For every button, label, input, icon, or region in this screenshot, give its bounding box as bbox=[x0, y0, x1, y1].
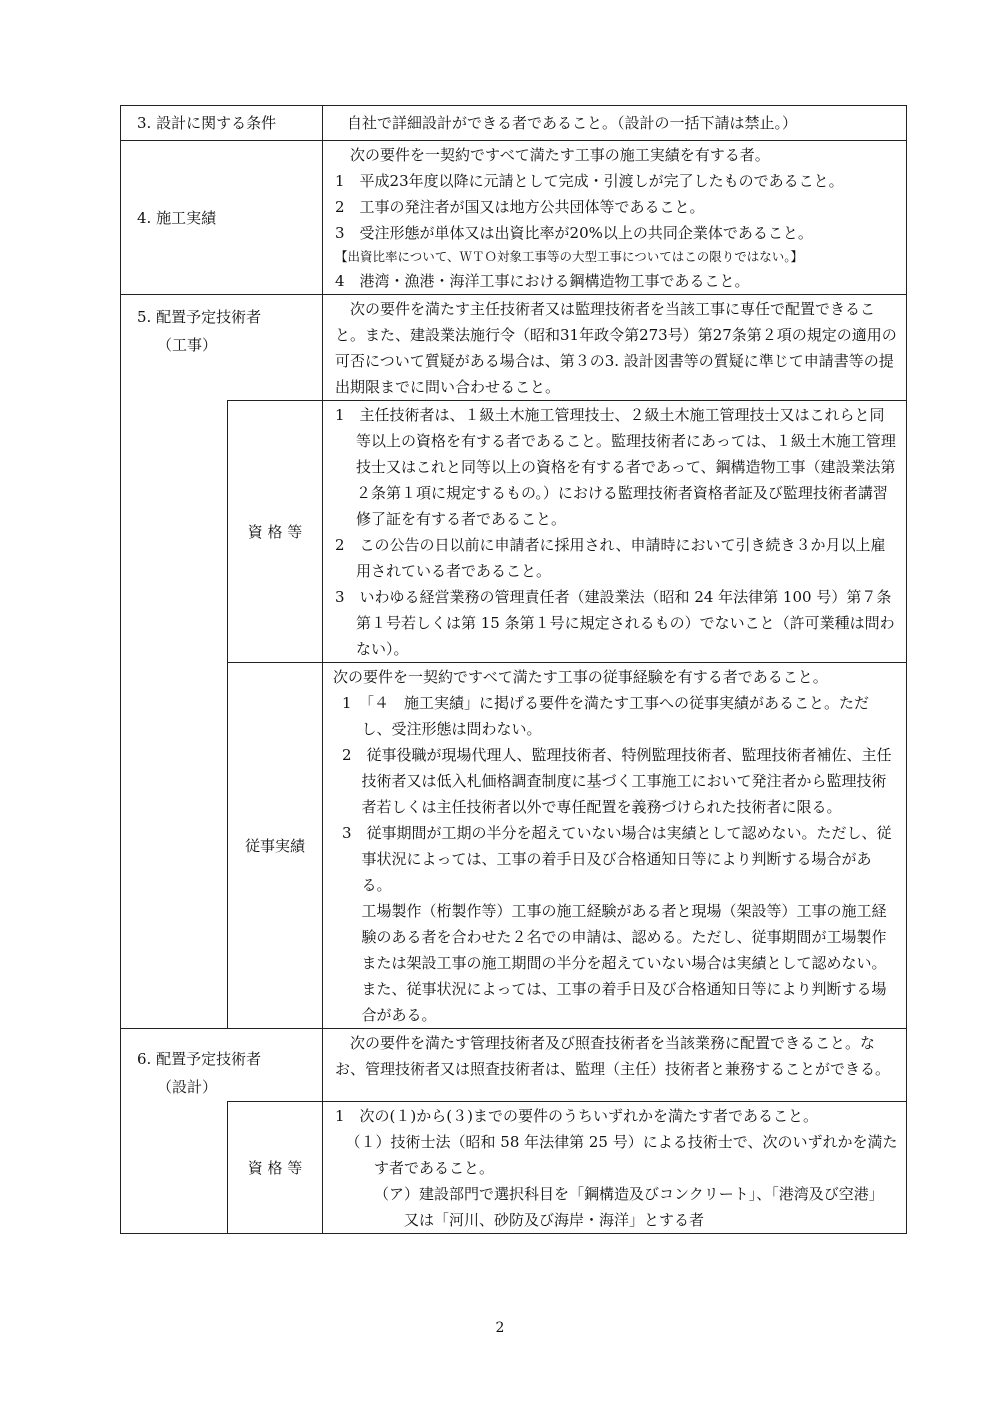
construction-record-note: 【出資比率について、ＷＴＯ対象工事等の大型工事についてはこの限りではない。】 bbox=[335, 249, 804, 264]
engineer-construction-label bbox=[121, 295, 322, 359]
engineer-design-qualifications-content bbox=[323, 1102, 906, 1233]
construction-record-label: 4. 施工実績 bbox=[137, 208, 217, 227]
engineer-construction-experience-item-2: 2 従事役職が現場代理人、監理技術者、特例監理技術者、監理技術者補佐、主任技術者又は低入札価格調査制度に基づく工事施工において発注者から監理技術者若しくは主任技術者以外で専任配置を義務づけられた技術者に限る。 bbox=[342, 746, 892, 816]
engineer-construction-intro-cell bbox=[323, 295, 907, 401]
engineer-construction-qualifications-label: 資 格 等 bbox=[247, 522, 303, 541]
engineer-design-qualification-1: 1 次の(１)から(３)までの要件のうちいずれかを満たす者であること。 bbox=[335, 1107, 818, 1125]
row-design-conditions bbox=[121, 106, 907, 141]
engineer-construction-label-line2: （工事） bbox=[157, 336, 218, 354]
row-engineer-construction-qualifications bbox=[121, 401, 907, 663]
design-conditions-text: 自社で詳細設計ができる者であること。（設計の一括下請は禁止。） bbox=[347, 114, 798, 132]
row-engineer-construction-experience bbox=[121, 663, 907, 1029]
engineer-construction-qualification-3: 3 いわゆる経営業務の管理責任者（建設業法（昭和 24 年法律第 100 号）第７条第１号若しくは第 15 条第１号に規定されるもの）でないこと（許可業種は問わない）。 bbox=[335, 588, 895, 658]
engineer-design-qualifications-label-cell bbox=[228, 1102, 323, 1234]
construction-record-content-cell bbox=[323, 141, 907, 295]
engineer-construction-label-line1: 5. 配置予定技術者 bbox=[137, 308, 262, 326]
engineer-construction-experience-content bbox=[323, 663, 906, 1028]
construction-record-intro: 次の要件を一契約ですべて満たす工事の施工実績を有する者。 bbox=[350, 146, 770, 164]
engineer-design-label-cell bbox=[121, 1029, 323, 1102]
engineer-construction-qualification-2: 2 この公告の日以前に申請者に採用され、申請時において引き続き３か月以上雇用されている者であること。 bbox=[335, 536, 886, 580]
engineer-design-label bbox=[121, 1029, 322, 1101]
construction-record-label-cell bbox=[121, 141, 323, 295]
construction-record-content bbox=[323, 141, 906, 294]
engineer-construction-experience-label: 従事実績 bbox=[244, 836, 305, 855]
construction-record-item-4: 4 港湾・漁港・海洋工事における鋼構造物工事であること。 bbox=[335, 272, 750, 290]
engineer-design-qualifications-cell bbox=[323, 1102, 907, 1234]
row-construction-record bbox=[121, 141, 907, 295]
engineer-construction-qualification-1: 1 主任技術者は、１級土木施工管理技士、２級土木施工管理技士又はこれらと同等以上の資格を有する者であること。監理技術者にあっては、１級土木施工管理技士又はこれと同等以上の資格を有する者であって、鋼構造物工事（建設業法第２条第１項に規定するもの。）における監理技術者資格者証及び監理技術者講習修了証を有する者であること。 bbox=[335, 406, 896, 528]
engineer-construction-intro-text: 次の要件を満たす主任技術者又は監理技術者を当該工事に専任で配置できること。また、建設業法施行令（昭和31年政令第273号）第27条第２項の規定の適用の可否について質疑がある場合は、第３の3. 設計図書等の質疑に準じて申請書等の提出期限までに問い合わせること。 bbox=[335, 300, 897, 396]
engineer-construction-qualifications-label-cell bbox=[228, 401, 323, 663]
engineer-design-label-line2: （設計） bbox=[157, 1078, 218, 1096]
engineer-construction-experience-label-cell bbox=[228, 663, 323, 1029]
engineer-construction-qualifications-content bbox=[323, 401, 906, 662]
requirements-table bbox=[120, 105, 907, 401]
engineer-construction-spacer-cell-2 bbox=[121, 663, 228, 1029]
engineer-construction-experience-para-1: 工場製作（桁製作等）工事の施工経験がある者と現場（架設等）工事の施工経験のある者を合わせた２名での申請は、認める。ただし、従事期間が工場製作または架設工事の施工期間の半分を超えていない場合は実績として認めない。 bbox=[361, 902, 887, 972]
construction-record-item-3: 3 受注形態が単体又は出資比率が20%以上の共同企業体であること。 bbox=[335, 224, 813, 242]
engineer-construction-experience-item-3: 3 従事期間が工期の半分を超えていない場合は実績として認めない。ただし、従事状況によっては、工事の着手日及び合格通知日等により判断する場合がある。 bbox=[342, 824, 892, 894]
requirements-table-continued bbox=[120, 400, 907, 1234]
row-engineer-design bbox=[121, 1029, 907, 1102]
engineer-design-intro-text: 次の要件を満たす管理技術者及び照査技術者を当該業務に配置できること。なお、管理技術者又は照査技術者は、監理（主任）技術者と兼務することができる。 bbox=[335, 1034, 891, 1078]
engineer-construction-experience-intro: 次の要件を一契約ですべて満たす工事の従事経験を有する者であること。 bbox=[333, 668, 828, 686]
engineer-construction-qualifications-cell bbox=[323, 401, 907, 663]
engineer-construction-experience-cell bbox=[323, 663, 907, 1029]
engineer-design-spacer-cell bbox=[121, 1102, 228, 1234]
design-conditions-content-cell bbox=[323, 106, 907, 141]
construction-record-item-2: 2 工事の発注者が国又は地方公共団体等であること。 bbox=[335, 198, 705, 216]
engineer-design-label-line1: 6. 配置予定技術者 bbox=[137, 1050, 262, 1068]
row-engineer-construction bbox=[121, 295, 907, 401]
row-engineer-design-qualifications bbox=[121, 1102, 907, 1234]
engineer-construction-intro bbox=[323, 295, 906, 400]
construction-record-item-1: 1 平成23年度以降に元請として完成・引渡しが完了したものであること。 bbox=[335, 172, 844, 190]
design-conditions-label-cell bbox=[121, 106, 323, 141]
engineer-design-intro bbox=[323, 1029, 906, 1082]
design-conditions-label: 3. 設計に関する条件 bbox=[137, 114, 277, 132]
engineer-construction-experience-para-2: また、従事状況によっては、工事の着手日及び合格通知日等により判断する場合がある。 bbox=[361, 980, 887, 1024]
engineer-design-qualification-sub-1: （１）技術士法（昭和 58 年法律第 25 号）による技術士で、次のいずれかを満たす者であること。 bbox=[345, 1133, 898, 1177]
engineer-construction-spacer-cell bbox=[121, 401, 228, 663]
engineer-design-qualifications-label: 資 格 等 bbox=[247, 1158, 303, 1177]
engineer-construction-label-cell bbox=[121, 295, 323, 401]
page-number: 2 bbox=[495, 1320, 505, 1336]
engineer-construction-experience-item-1: 1 「４ 施工実績」に掲げる要件を満たす工事への従事実績があること。ただし、受注形態は問わない。 bbox=[342, 694, 870, 738]
engineer-design-intro-cell bbox=[323, 1029, 907, 1102]
engineer-design-qualification-subsub-1: （ア）建設部門で選択科目を「鋼構造及びコンクリート」、「港湾及び空港」又は「河川、砂防及び海岸・海洋」とする者 bbox=[374, 1185, 884, 1229]
